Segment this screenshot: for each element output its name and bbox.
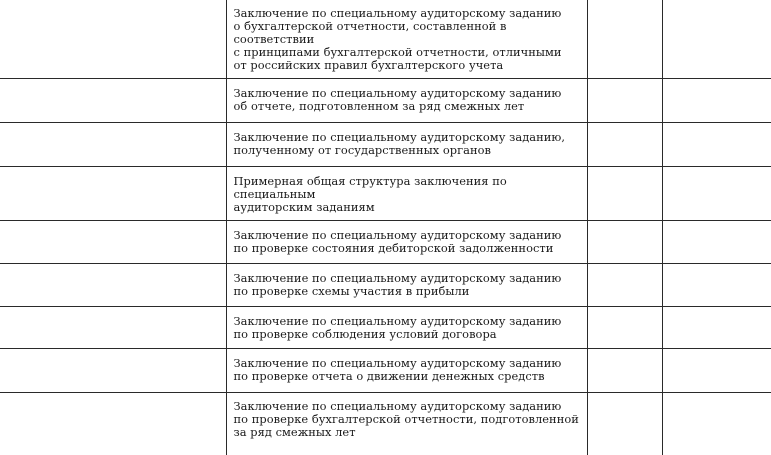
- table-row: [0, 123, 771, 167]
- table-cell-empty: [587, 123, 662, 167]
- table-cell-title: [226, 123, 587, 167]
- table-cell-empty: [587, 349, 662, 393]
- table-row: [0, 221, 771, 264]
- table-cell-empty: [587, 167, 662, 221]
- row-title: Заключение по специальному аудиторскому заданию по проверке отчета о движении денежных средств: [233, 356, 562, 383]
- table-cell-empty: [0, 0, 226, 79]
- table-cell-title: [226, 264, 587, 307]
- row-title: Заключение по специальному аудиторскому заданию по проверке бухгалтерской отчетности, подготовленной за ряд смежных лет: [233, 399, 579, 439]
- row-title: Заключение по специальному аудиторскому заданию по проверке схемы участия в прибыли: [233, 271, 562, 298]
- table-cell-empty: [0, 123, 226, 167]
- table-cell-title: [226, 349, 587, 393]
- table-cell-empty: [587, 393, 662, 455]
- table-row: [0, 393, 771, 455]
- table-cell-empty: [662, 123, 771, 167]
- table-cell-empty: [662, 221, 771, 264]
- row-title: Заключение по специальному аудиторскому заданию, полученному от государственных органов: [233, 130, 566, 157]
- table-cell-empty: [662, 79, 771, 123]
- table-cell-empty: [662, 393, 771, 455]
- table-cell-empty: [587, 264, 662, 307]
- table-cell-title: [226, 167, 587, 221]
- table-cell-empty: [0, 264, 226, 307]
- row-title: Примерная общая структура заключения по специальным аудиторским заданиям: [233, 174, 507, 214]
- table-cell-empty: [0, 79, 226, 123]
- table-cell-empty: [662, 264, 771, 307]
- row-title: Заключение по специальному аудиторскому заданию по проверке состояния дебиторской задолженности: [233, 228, 562, 255]
- table-row: [0, 264, 771, 307]
- table-cell-empty: [662, 349, 771, 393]
- table-row: [0, 0, 771, 79]
- table-row: [0, 349, 771, 393]
- table-cell-empty: [587, 307, 662, 349]
- table-cell-empty: [0, 167, 226, 221]
- table-row: [0, 167, 771, 221]
- table-cell-empty: [662, 307, 771, 349]
- row-title: Заключение по специальному аудиторскому заданию по проверке соблюдения условий договора: [233, 314, 562, 341]
- table-row: [0, 307, 771, 349]
- table-cell-empty: [587, 79, 662, 123]
- table-cell-empty: [587, 0, 662, 79]
- table-cell-empty: [0, 307, 226, 349]
- row-title: Заключение по специальному аудиторскому заданию о бухгалтерской отчетности, составленной в соответствии с принципами бухгалтерской отчетности, отличными от российских правил бухгалтерского учета: [233, 6, 562, 72]
- table-row: [0, 79, 771, 123]
- row-title: Заключение по специальному аудиторскому заданию об отчете, подготовленном за ряд смежных лет: [233, 86, 562, 113]
- table-cell-title: [226, 79, 587, 123]
- table-cell-empty: [662, 0, 771, 79]
- table-cell-title: [226, 0, 587, 79]
- table-cell-empty: [0, 349, 226, 393]
- table-cell-empty: [0, 221, 226, 264]
- table-cell-empty: [662, 167, 771, 221]
- table-cell-title: [226, 307, 587, 349]
- table-cell-empty: [0, 393, 226, 455]
- table-cell-title: [226, 221, 587, 264]
- table-cell-title: [226, 393, 587, 455]
- table-cell-empty: [587, 221, 662, 264]
